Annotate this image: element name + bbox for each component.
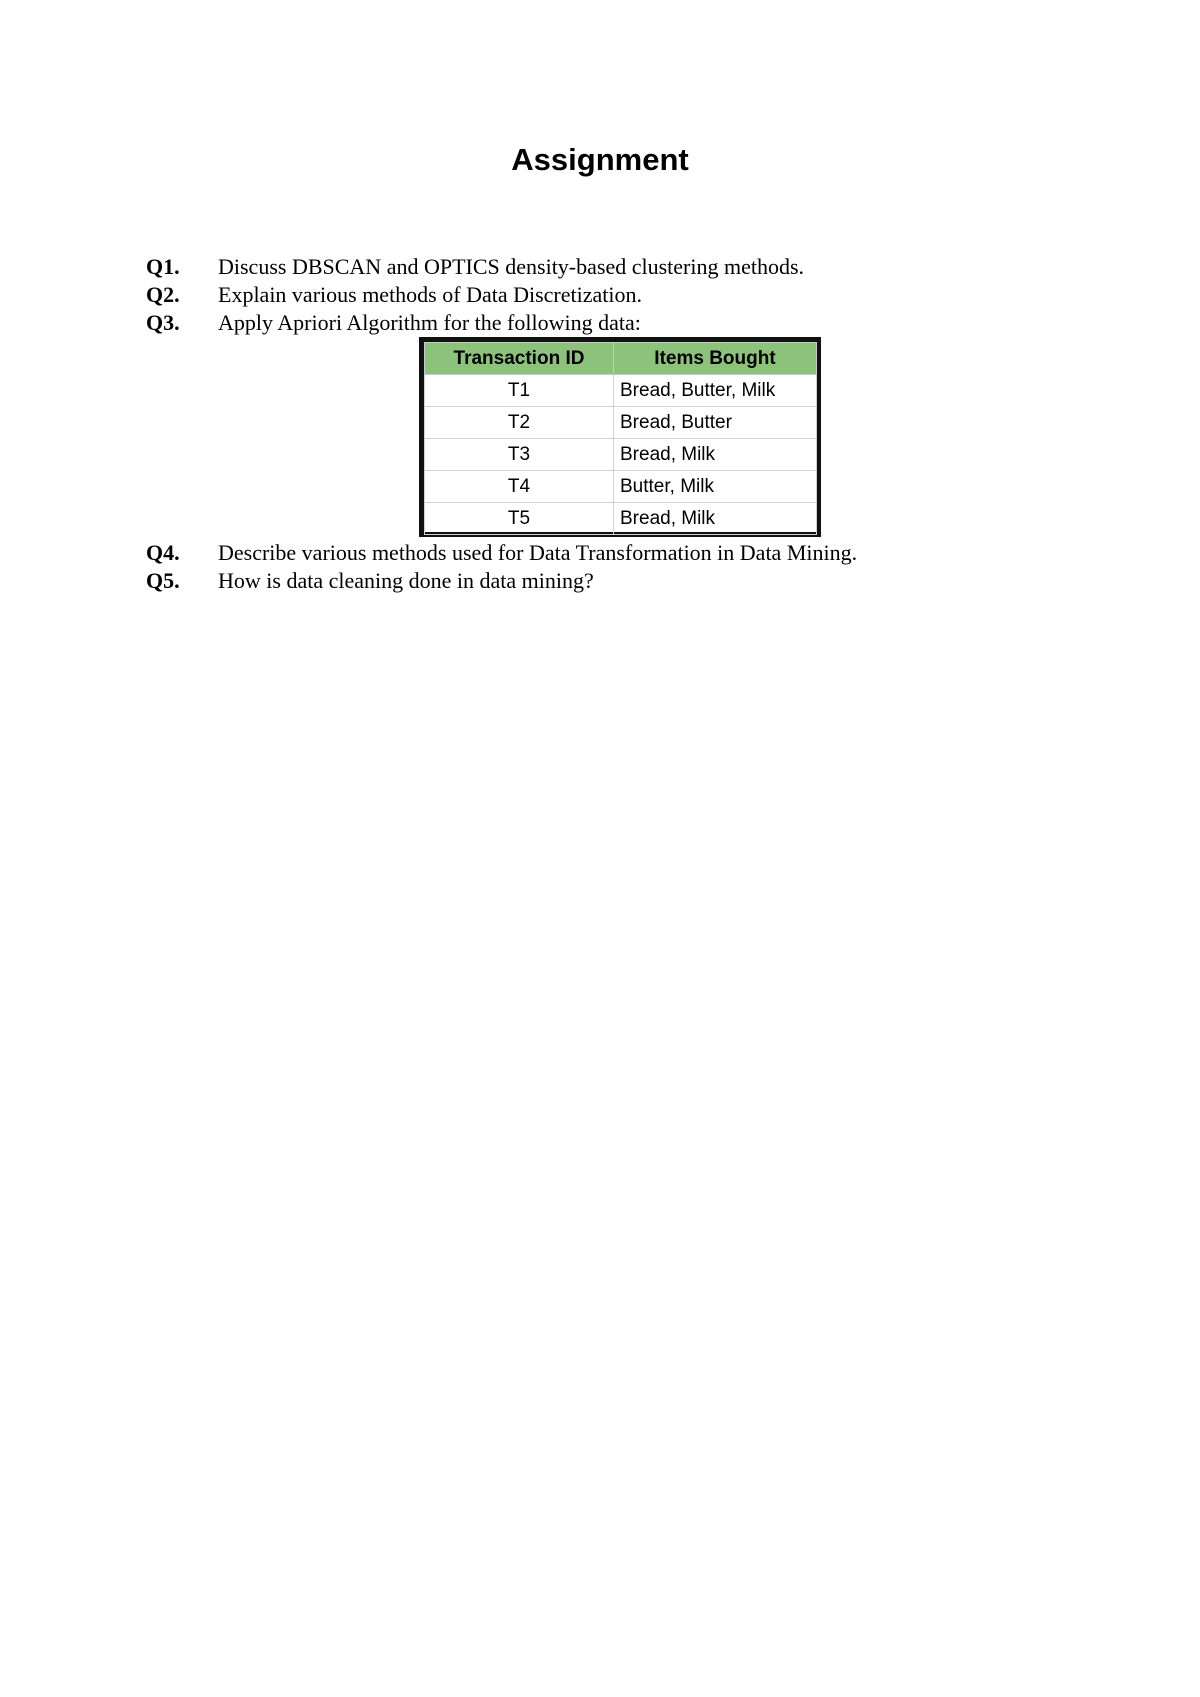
table-row xyxy=(425,439,817,471)
question-text: Apply Apriori Algorithm for the following data: xyxy=(218,310,641,335)
question-text: Describe various methods used for Data Transformation in Data Mining. xyxy=(218,540,858,565)
question-number: Q5. xyxy=(146,568,180,593)
question-5 xyxy=(146,567,1146,595)
question-2 xyxy=(146,281,1146,309)
column-header-items-bought: Items Bought xyxy=(614,343,817,375)
transactions-table-frame xyxy=(419,337,821,537)
items-bought-cell: Butter, Milk xyxy=(614,471,817,503)
question-text: Explain various methods of Data Discretization. xyxy=(218,282,642,307)
question-number: Q4. xyxy=(146,540,180,565)
transaction-id-cell: T4 xyxy=(425,471,614,503)
column-header-transaction-id: Transaction ID xyxy=(425,343,614,375)
document-title: Assignment xyxy=(511,142,689,177)
transactions-table xyxy=(424,342,817,535)
question-number: Q3. xyxy=(146,310,180,335)
question-1 xyxy=(146,253,1146,281)
items-bought-cell: Bread, Butter xyxy=(614,407,817,439)
table-header-row xyxy=(425,343,817,375)
question-number: Q1. xyxy=(146,254,180,279)
question-text: Discuss DBSCAN and OPTICS density-based clustering methods. xyxy=(218,254,805,279)
table-row xyxy=(425,407,817,439)
transaction-id-cell: T5 xyxy=(425,503,614,535)
transaction-id-cell: T1 xyxy=(425,375,614,407)
table-row xyxy=(425,471,817,503)
items-bought-cell: Bread, Milk xyxy=(614,439,817,471)
transaction-id-cell: T2 xyxy=(425,407,614,439)
question-4 xyxy=(146,539,1146,567)
transaction-id-cell: T3 xyxy=(425,439,614,471)
question-3 xyxy=(146,309,1146,337)
items-bought-cell: Bread, Butter, Milk xyxy=(614,375,817,407)
question-text: How is data cleaning done in data mining? xyxy=(218,568,594,593)
question-number: Q2. xyxy=(146,282,180,307)
items-bought-cell: Bread, Milk xyxy=(614,503,817,535)
table-row xyxy=(425,503,817,535)
table-row xyxy=(425,375,817,407)
